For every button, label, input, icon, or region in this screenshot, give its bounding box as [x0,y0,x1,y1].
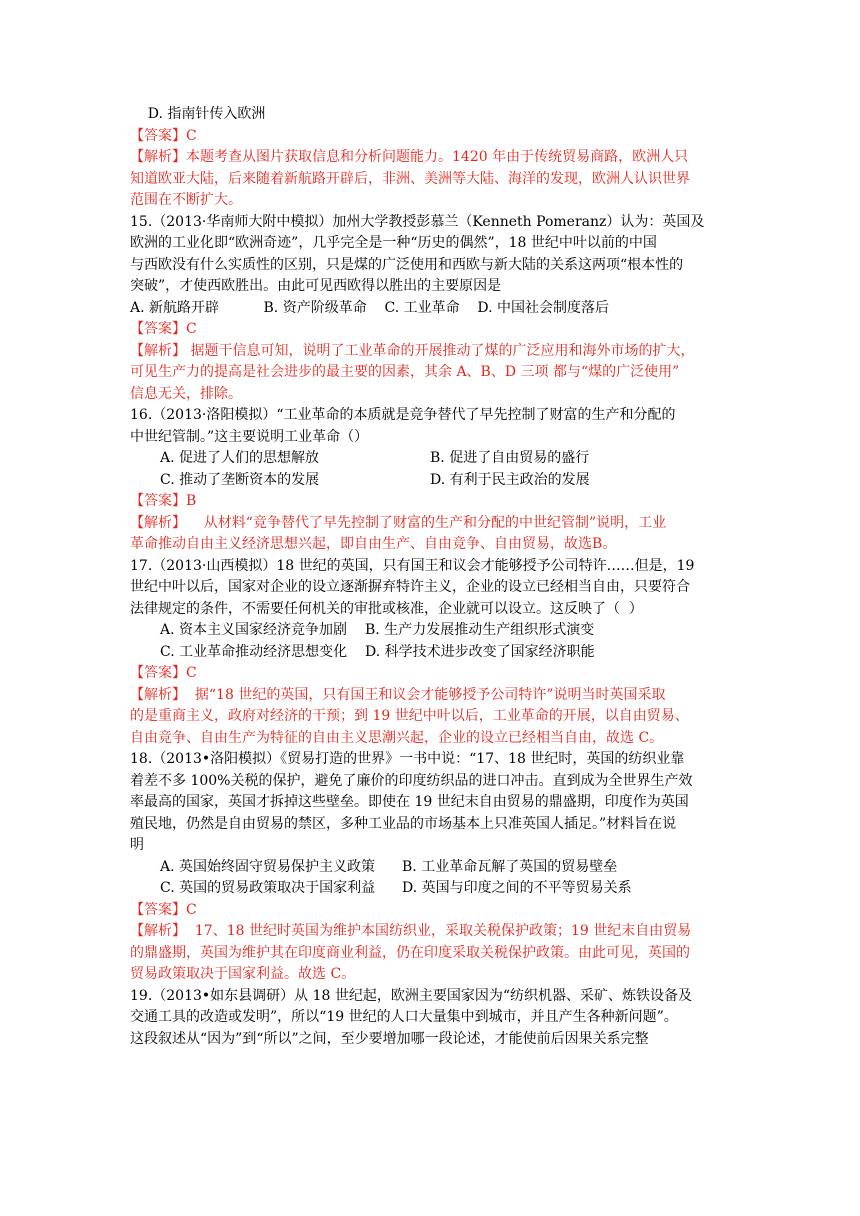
option-text: C. 工业革命推动经济思想变化 [160,643,348,660]
text-line: 与西欧没有什么实质性的区别，只是煤的广泛使用和西欧与新大陆的关系这两项“根本性的 [130,256,684,273]
answer-line: 贸易政策取决于国家利益。故选 C。 [130,966,356,982]
text-line: 率最高的国家，英国才拆掉这些壁垒。即使在 19 世纪末自由贸易的鼎盛期，印度作为英国 [130,794,689,810]
answer-line: 的是重商主义，政府对经济的干预；到 19 世纪中叶以后，工业革命的开展，以自由贸易、 [130,708,689,724]
option-text: A. 英国始终固守贸易保护主义政策 [160,858,376,875]
options-row [130,470,730,492]
answer-line: 【答案】C [130,127,197,144]
answer-line: 【解析】 据“18 世纪的英国，只有国王和议会才能够授予公司特许”说明当时英国采取 [130,686,666,703]
answer-line: 【解析】 从材料“竞争替代了早先控制了财富的生产和分配的中世纪管制”说明，工业 [130,514,667,531]
answer-line: 【答案】B [130,493,197,509]
option-text: B. 促进了自由贸易的盛行 [430,450,590,466]
answer-line: 【解析】本题考查从图片获取信息和分析问题能力。1420 年由于传统贸易商路，欧洲人只 [130,149,689,165]
answer-line: 【解析】 17、18 世纪时英国为维护本国纺织业，采取关税保护政策；19 世纪末自由贸易 [130,923,692,939]
option-text: B. 工业革命瓦解了英国的贸易壁垒 [402,858,618,875]
option-text: D. 英国与印度之间的不平等贸易关系 [402,880,632,896]
text-line: A. 新航路开辟 B. 资产阶级革命 C. 工业革命 D. 中国社会制度落后 [130,299,610,316]
option-text: D. 科学技术进步改变了国家经济职能 [365,643,595,660]
text-line: 法律规定的条件，不需要任何机关的审批或核准，企业就可以设立。这反映了（ ） [130,600,643,617]
text-line: D. 指南针传入欧洲 [130,106,266,122]
answer-line: 可见生产力的提高是社会进步的最主要的因素，其余 A、B、D 三项 都与“煤的广泛使用” [130,364,680,380]
answer-line: 自由竞争、自由生产为特征的自由主义思潮兴起，企业的设立已经相当自由，故选 C。 [130,729,664,746]
options-row [130,448,730,470]
options-row [130,642,730,664]
text-line: 交通工具的改造或发明”，所以“19 世纪的人口大量集中到城市，并且产生各种新问题”。 [130,1009,678,1025]
text-line: 17.（2013·山西模拟）18 世纪的英国，只有国王和议会才能够授予公司特许……但是，19 [130,557,695,574]
answer-line: 的鼎盛期，英国为维护其在印度商业利益，仍在印度采取关税保护政策。由此可见，英国的 [130,944,690,961]
answer-line: 信息无关，排除。 [130,385,242,402]
document-page [130,104,730,1050]
text-line: 欧洲的工业化即“欧洲奇迹”，几乎完全是一种“历史的偶然”，18 世纪中叶以前的中国 [130,235,657,251]
text-line: 这段叙述从“因为”到“所以”之间，至少要增加哪一段论述，才能使前后因果关系完整 [130,1030,649,1047]
option-text: C. 英国的贸易政策取决于国家利益 [160,880,376,896]
option-text: A. 促进了人们的思想解放 [160,450,320,466]
answer-line: 【答案】C [130,321,197,337]
option-text: B. 生产力发展推动生产组织形式演变 [365,622,595,638]
answer-line: 范围在不断扩大。 [130,192,242,208]
options-row [130,620,730,642]
options-row [130,878,730,900]
option-text: D. 有利于民主政治的发展 [430,471,590,488]
text-line: 明 [130,837,144,853]
text-line: 着差不多 100%关税的保护，避免了廉价的印度纺织品的进口冲击。直到成为全世界生产效 [130,772,693,789]
answer-line: 【答案】C [130,665,197,681]
answer-line: 【解析】 据题干信息可知，说明了工业革命的开展推动了煤的广泛应用和海外市场的扩大， [130,342,695,359]
answer-line: 知道欧亚大陆，后来随着新航路开辟后，非洲、美洲等大陆、海洋的发现，欧洲人认识世界 [130,170,690,187]
option-text: A. 资本主义国家经济竞争加剧 [160,622,348,638]
text-line: 18.（2013•洛阳模拟）《贸易打造的世界》一书中说：“17、18 世纪时，英国的纺织业靠 [130,751,685,767]
text-line: 突破”，才使西欧胜出。由此可见西欧得以胜出的主要原因是 [130,278,502,294]
answer-line: 【答案】C [130,901,197,918]
options-row [130,857,730,879]
option-text: C. 推动了垄断资本的发展 [160,471,320,488]
text-line: 19.（2013•如东县调研）从 18 世纪起，欧洲主要国家因为“纺织机器、采矿、炼铁设备及 [130,987,693,1004]
text-line: 15.（2013·华南师大附中模拟）加州大学教授彭慕兰（Kenneth Pomeranz）认为：英国及 [130,213,705,230]
text-line: 16.（2013·洛阳模拟）“工业革命的本质就是竞争替代了早先控制了财富的生产和分配的 [130,407,676,423]
text-line: 殖民地，仍然是自由贸易的禁区，多种工业品的市场基本上只准英国人插足。”材料旨在说 [130,815,677,832]
text-line: 世纪中叶以后，国家对企业的设立逐渐摒弃特许主义，企业的设立已经相当自由，只要符合 [130,579,690,595]
answer-line: 革命推动自由主义经济思想兴起，即自由生产、自由竞争、自由贸易，故选B。 [130,536,617,552]
text-line: 中世纪管制。”这主要说明工业革命（） [130,428,369,445]
